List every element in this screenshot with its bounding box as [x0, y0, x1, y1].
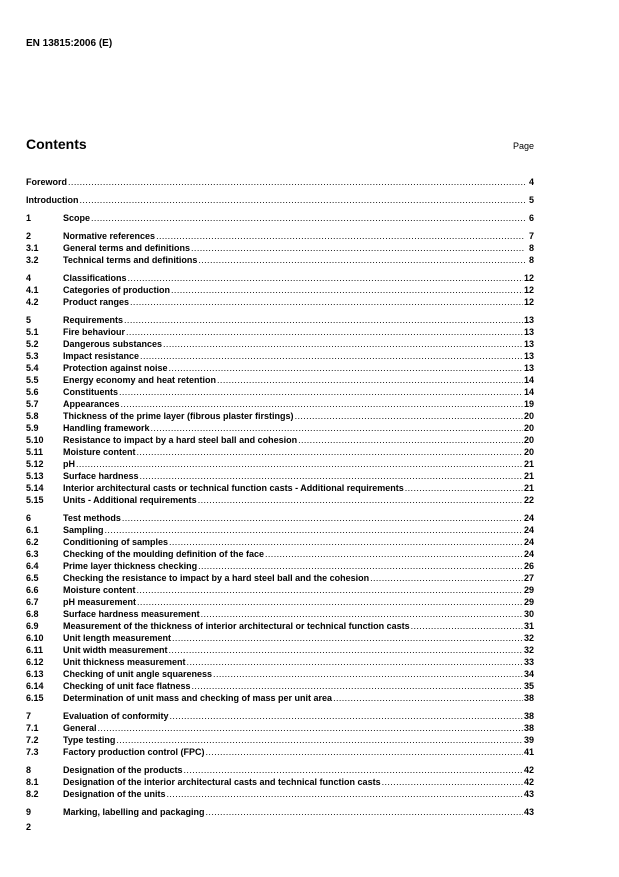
toc-entry[interactable]: [26, 494, 534, 506]
toc-entry-title: Unit length measurement: [63, 633, 172, 643]
toc-dot-leader: [411, 620, 523, 632]
toc-entry-title: Type testing: [63, 735, 116, 745]
toc-entry-number: 1: [26, 213, 32, 223]
toc-entry-title: Product ranges: [63, 297, 130, 307]
toc-entry-number: 5.6: [26, 387, 39, 397]
toc-entry-page: 13: [523, 339, 534, 349]
toc-entry[interactable]: [26, 230, 534, 242]
toc-entry-title: pH: [63, 459, 75, 469]
toc-entry-title: Unit thickness measurement: [63, 657, 186, 667]
toc-entry[interactable]: [26, 470, 534, 482]
toc-entry-number: 2: [26, 231, 32, 241]
toc-entry[interactable]: [26, 362, 534, 374]
toc-entry-number: 4: [26, 273, 32, 283]
toc-entry-page: 29: [523, 597, 534, 607]
toc-entry[interactable]: [26, 584, 534, 596]
toc-entry-page: 24: [523, 537, 534, 547]
toc-entry[interactable]: [26, 536, 534, 548]
toc-entry-page: 38: [523, 711, 534, 721]
toc-entry-title: Impact resistance: [63, 351, 140, 361]
toc-entry-title: Evaluation of conformity: [63, 711, 169, 721]
toc-entry-number: 6.11: [26, 645, 44, 655]
toc-entry-page: 13: [523, 351, 534, 361]
toc-entry-page: 12: [523, 285, 534, 295]
toc-entry-number: 6.14: [26, 681, 44, 691]
toc-entry-title: Designation of the units: [63, 789, 166, 799]
toc-entry-page: 20: [523, 411, 534, 421]
toc-entry[interactable]: [26, 398, 534, 410]
toc-entry-number: 6.12: [26, 657, 44, 667]
toc-entry-page: 38: [523, 693, 534, 703]
toc-entry-title: Prime layer thickness checking: [63, 561, 198, 571]
toc-entry-title: Technical terms and definitions: [63, 255, 198, 265]
toc-entry-title: Moisture content: [63, 447, 136, 457]
toc-dot-leader: [198, 560, 523, 572]
toc-entry-title: Factory production control (FPC): [63, 747, 205, 757]
toc-entry-number: 6.4: [26, 561, 39, 571]
toc-entry-page: 13: [523, 315, 534, 325]
toc-dot-leader: [119, 386, 523, 398]
toc-entry[interactable]: [26, 764, 534, 776]
toc-entry[interactable]: [26, 620, 534, 632]
toc-entry[interactable]: [26, 596, 534, 608]
toc-entry[interactable]: [26, 524, 534, 536]
toc-dot-leader: [137, 446, 523, 458]
toc-entry-number: 5.7: [26, 399, 39, 409]
toc-dot-leader: [121, 398, 523, 410]
toc-entry-number: 5.13: [26, 471, 44, 481]
toc-entry-page: 20: [523, 435, 534, 445]
toc-entry-number: 7.1: [26, 723, 39, 733]
toc-entry[interactable]: [26, 458, 534, 470]
toc-dot-leader: [170, 710, 523, 722]
toc-dot-leader: [167, 788, 523, 800]
toc-entry[interactable]: [26, 734, 534, 746]
toc-entry-page: 20: [523, 423, 534, 433]
toc-entry-title: Dangerous substances: [63, 339, 163, 349]
toc-entry-title: pH measurement: [63, 597, 137, 607]
toc-entry-page: 29: [523, 585, 534, 595]
toc-dot-leader: [128, 272, 523, 284]
toc-entry[interactable]: [26, 632, 534, 644]
toc-entry[interactable]: [26, 176, 534, 188]
toc-entry[interactable]: [26, 386, 534, 398]
toc-dot-leader: [295, 410, 523, 422]
toc-entry[interactable]: [26, 680, 534, 692]
toc-entry-page: 24: [523, 513, 534, 523]
toc-entry-number: 6.5: [26, 573, 39, 583]
toc-entry-page: 27: [523, 573, 534, 583]
toc-dot-leader: [126, 326, 523, 338]
toc-entry[interactable]: [26, 326, 534, 338]
toc-entry[interactable]: [26, 692, 534, 704]
toc-dot-leader: [217, 374, 523, 386]
toc-dot-leader: [198, 254, 525, 266]
toc-entry-title: Units - Additional requirements: [63, 495, 197, 505]
toc-entry-number: 7.2: [26, 735, 39, 745]
toc-entry[interactable]: [26, 296, 534, 308]
toc-dot-leader: [187, 656, 523, 668]
toc-dot-leader: [184, 764, 523, 776]
toc-entry[interactable]: [26, 374, 534, 386]
toc-dot-leader: [80, 194, 526, 206]
toc-dot-leader: [206, 746, 523, 758]
toc-entry-title: Surface hardness measurement: [63, 609, 200, 619]
toc-entry-number: 8.1: [26, 777, 39, 787]
toc-dot-leader: [265, 548, 523, 560]
toc-dot-leader: [68, 176, 525, 188]
toc-dot-leader: [169, 536, 523, 548]
toc-entry-title: Determination of unit mass and checking of mass per unit area: [63, 693, 333, 703]
toc-entry[interactable]: [26, 350, 534, 362]
toc-entry[interactable]: [26, 710, 534, 722]
toc-dot-leader: [140, 470, 523, 482]
toc-dot-leader: [198, 494, 523, 506]
toc-entry-title: Fire behaviour: [63, 327, 126, 337]
toc-entry-title: Introduction: [26, 195, 79, 205]
toc-dot-leader: [91, 212, 525, 224]
toc-entry[interactable]: [26, 656, 534, 668]
toc-entry-title: Handling framework: [63, 423, 150, 433]
toc-entry-page: 22: [523, 495, 534, 505]
toc-entry-title: Test methods: [63, 513, 121, 523]
toc-entry-number: 6.7: [26, 597, 39, 607]
toc-dot-leader: [122, 512, 523, 524]
toc-entry-page: 12: [523, 273, 534, 283]
toc-entry-page: 38: [523, 723, 534, 733]
toc-entry-title: Protection against noise: [63, 363, 168, 373]
toc-dot-leader: [76, 458, 523, 470]
toc-dot-leader: [405, 482, 523, 494]
toc-dot-leader: [192, 680, 523, 692]
toc-entry-page: 41: [523, 747, 534, 757]
toc-entry[interactable]: [26, 548, 534, 560]
toc-entry-number: 4.2: [26, 297, 39, 307]
toc-entry[interactable]: [26, 788, 534, 800]
toc-entry-page: 4: [528, 177, 534, 187]
toc-dot-leader: [98, 722, 523, 734]
toc-entry-page: 14: [523, 375, 534, 385]
toc-dot-leader: [382, 776, 523, 788]
toc-entry-title: Scope: [63, 213, 91, 223]
toc-dot-leader: [370, 572, 523, 584]
document-id: EN 13815:2006 (E): [26, 38, 113, 49]
toc-entry-page: 24: [523, 525, 534, 535]
toc-entry-page: 43: [523, 807, 534, 817]
toc-entry-number: 9: [26, 807, 32, 817]
toc-entry-page: 43: [523, 789, 534, 799]
toc-dot-leader: [172, 632, 523, 644]
toc-entry[interactable]: [26, 212, 534, 224]
toc-entry-page: 31: [523, 621, 534, 631]
toc-entry[interactable]: [26, 272, 534, 284]
toc-entry-page: 34: [523, 669, 534, 679]
toc-entry-page: 39: [523, 735, 534, 745]
toc-entry-title: Categories of production: [63, 285, 171, 295]
toc-entry-title: Requirements: [63, 315, 124, 325]
toc-entry[interactable]: [26, 644, 534, 656]
toc-entry-page: 19: [523, 399, 534, 409]
toc-entry-number: 7.3: [26, 747, 39, 757]
toc-dot-leader: [130, 296, 523, 308]
toc-entry-page: 14: [523, 387, 534, 397]
contents-title: Contents: [26, 136, 87, 152]
toc-entry-title: Energy economy and heat retention: [63, 375, 217, 385]
toc-entry-page: 33: [523, 657, 534, 667]
toc-entry[interactable]: [26, 668, 534, 680]
toc-entry-title: Interior architectural casts or technical function casts - Additional requirements: [63, 483, 404, 493]
page-column-label: Page: [512, 141, 534, 151]
toc-entry-title: Constituents: [63, 387, 118, 397]
toc-entry-number: 6.6: [26, 585, 39, 595]
toc-entry-title: General terms and definitions: [63, 243, 191, 253]
toc-entry-title: Checking of unit angle squareness: [63, 669, 213, 679]
toc-entry-page: 12: [523, 297, 534, 307]
toc-entry-title: Sampling: [63, 525, 104, 535]
toc-entry-number: 5.1: [26, 327, 39, 337]
toc-dot-leader: [116, 734, 523, 746]
toc-entry-number: 6.13: [26, 669, 44, 679]
toc-entry-page: 32: [523, 633, 534, 643]
page-number: 2: [26, 822, 32, 832]
toc-entry-number: 5.8: [26, 411, 39, 421]
toc-entry-number: 5.5: [26, 375, 39, 385]
toc-entry[interactable]: [26, 608, 534, 620]
toc-entry-number: 6.9: [26, 621, 39, 631]
toc-dot-leader: [163, 338, 523, 350]
toc-entry[interactable]: [26, 776, 534, 788]
toc-entry-page: 21: [523, 471, 534, 481]
toc-entry-page: 21: [523, 483, 534, 493]
toc-entry-page: 21: [523, 459, 534, 469]
toc-dot-leader: [206, 806, 523, 818]
toc-entry-title: Checking of the moulding definition of the face: [63, 549, 264, 559]
toc-entry-title: Normative references: [63, 231, 156, 241]
toc-entry[interactable]: [26, 284, 534, 296]
toc-entry-number: 6.8: [26, 609, 39, 619]
toc-entry[interactable]: [26, 806, 534, 818]
toc-entry[interactable]: [26, 242, 534, 254]
toc-dot-leader: [137, 596, 523, 608]
toc-entry-number: 5: [26, 315, 32, 325]
toc-entry-title: Foreword: [26, 177, 68, 187]
toc-dot-leader: [140, 350, 523, 362]
toc-entry-page: 8: [528, 255, 534, 265]
toc-entry-page: 7: [528, 231, 534, 241]
toc-entry-title: Marking, labelling and packaging: [63, 807, 205, 817]
toc-entry-number: 6.15: [26, 693, 44, 703]
toc-dot-leader: [169, 362, 523, 374]
toc-entry-number: 5.2: [26, 339, 39, 349]
toc-entry-number: 5.12: [26, 459, 44, 469]
toc-entry-page: 30: [523, 609, 534, 619]
toc-entry-title: Classifications: [63, 273, 127, 283]
toc-entry[interactable]: [26, 338, 534, 350]
toc-entry-number: 6.1: [26, 525, 39, 535]
toc-entry-page: 8: [528, 243, 534, 253]
toc-entry-title: Resistance to impact by a hard steel ball and cohesion: [63, 435, 298, 445]
toc-entry-title: Designation of the products: [63, 765, 183, 775]
toc-entry-title: Surface hardness: [63, 471, 139, 481]
toc-entry[interactable]: [26, 254, 534, 266]
toc-entry-page: 24: [523, 549, 534, 559]
toc-dot-leader: [333, 692, 523, 704]
toc-entry-title: General: [63, 723, 97, 733]
toc-entry-page: 32: [523, 645, 534, 655]
toc-entry-number: 6.10: [26, 633, 44, 643]
table-of-contents: [26, 176, 534, 818]
toc-dot-leader: [191, 242, 525, 254]
toc-dot-leader: [151, 422, 523, 434]
toc-entry-number: 6: [26, 513, 32, 523]
toc-entry-number: 5.4: [26, 363, 39, 373]
toc-entry[interactable]: [26, 512, 534, 524]
toc-entry-number: 5.15: [26, 495, 44, 505]
toc-entry-number: 6.2: [26, 537, 39, 547]
toc-entry-number: 3.1: [26, 243, 39, 253]
toc-entry-title: Appearances: [63, 399, 120, 409]
toc-entry-number: 5.14: [26, 483, 44, 493]
toc-entry[interactable]: [26, 434, 534, 446]
toc-entry-page: 6: [528, 213, 534, 223]
toc-entry-page: 42: [523, 765, 534, 775]
toc-dot-leader: [137, 584, 523, 596]
toc-entry[interactable]: [26, 746, 534, 758]
toc-entry[interactable]: [26, 722, 534, 734]
toc-entry[interactable]: [26, 560, 534, 572]
toc-dot-leader: [105, 524, 523, 536]
toc-entry[interactable]: [26, 410, 534, 422]
toc-entry-page: 13: [523, 363, 534, 373]
toc-entry-number: 4.1: [26, 285, 39, 295]
toc-entry-number: 5.11: [26, 447, 44, 457]
toc-entry-number: 7: [26, 711, 32, 721]
toc-entry-title: Unit width measurement: [63, 645, 168, 655]
toc-entry-number: 5.10: [26, 435, 44, 445]
toc-entry-page: 26: [523, 561, 534, 571]
toc-entry-title: Designation of the interior architectural casts and technical function casts: [63, 777, 381, 787]
contents-header: [26, 136, 534, 156]
toc-entry[interactable]: [26, 446, 534, 458]
toc-dot-leader: [201, 608, 523, 620]
toc-entry-number: 3.2: [26, 255, 39, 265]
toc-entry-number: 8.2: [26, 789, 39, 799]
toc-entry-title: Thickness of the prime layer (fibrous plaster firstings): [63, 411, 294, 421]
toc-entry-page: 42: [523, 777, 534, 787]
toc-dot-leader: [156, 230, 525, 242]
toc-entry[interactable]: [26, 422, 534, 434]
toc-entry-title: Conditioning of samples: [63, 537, 168, 547]
toc-entry-title: Checking the resistance to impact by a hard steel ball and the cohesion: [63, 573, 370, 583]
toc-entry[interactable]: [26, 482, 534, 494]
toc-entry-number: 5.3: [26, 351, 39, 361]
toc-dot-leader: [298, 434, 523, 446]
toc-entry-page: 20: [523, 447, 534, 457]
toc-dot-leader: [169, 644, 523, 656]
toc-entry-title: Checking of unit face flatness: [63, 681, 191, 691]
toc-entry-title: Moisture content: [63, 585, 136, 595]
toc-entry-page: 13: [523, 327, 534, 337]
toc-entry[interactable]: [26, 194, 534, 206]
toc-dot-leader: [213, 668, 523, 680]
toc-dot-leader: [124, 314, 523, 326]
toc-entry-page: 5: [528, 195, 534, 205]
toc-entry-number: 6.3: [26, 549, 39, 559]
toc-entry[interactable]: [26, 572, 534, 584]
toc-entry[interactable]: [26, 314, 534, 326]
toc-entry-number: 8: [26, 765, 32, 775]
toc-entry-number: 5.9: [26, 423, 39, 433]
toc-dot-leader: [171, 284, 523, 296]
toc-entry-page: 35: [523, 681, 534, 691]
toc-entry-title: Measurement of the thickness of interior architectural or technical function casts: [63, 621, 410, 631]
